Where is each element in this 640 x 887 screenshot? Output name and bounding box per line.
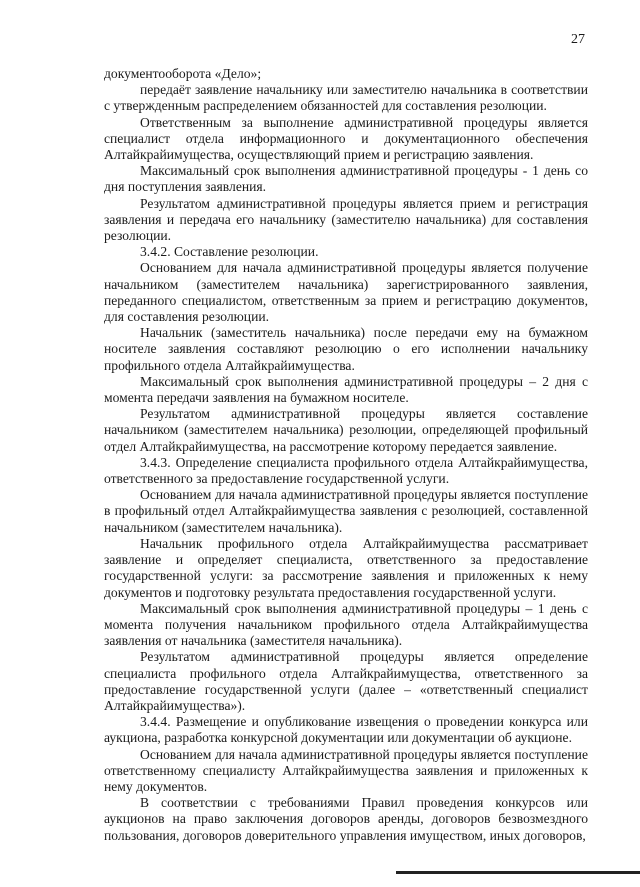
paragraph: Основанием для начала административной процедуры является поступление в профильный отдел Алтайкрайимущества заявления с резолюцией, составленной начальником (заместителем начальника). bbox=[104, 487, 588, 535]
paragraph: 3.4.4. Размещение и опубликование извещения о проведении конкурса или аукциона, разработка конкурсной документации или документации об аукционе. bbox=[104, 714, 588, 746]
paragraph: Ответственным за выполнение административной процедуры является специалист отдела информационного и документационного обеспечения Алтайкрайимущества, осуществляющий прием и регистрацию заявления. bbox=[104, 114, 588, 163]
paragraph: Основанием для начала административной процедуры является получение начальником (заместителем начальника) зарегистрированного заявления, переданного специалистом, ответственным за прием и регистрацию документов, для составления резолюции. bbox=[104, 260, 588, 325]
paragraph: документооборота «Дело»; bbox=[104, 66, 262, 81]
paragraph: Основанием для начала административной процедуры является поступление ответственному специалисту Алтайкрайимущества заявления и приложенных к нему документов. bbox=[104, 746, 588, 794]
document-body bbox=[104, 66, 588, 844]
paragraph: В соответствии с требованиями Правил проведения конкурсов или аукционов на право заключения договоров аренды, договоров безвозмездного пользования, договоров доверительного управления имуществом, иных договоров, bbox=[104, 795, 588, 843]
paragraph: Результатом административной процедуры является прием и регистрация заявления и передача его начальнику (заместителю начальника) для составления резолюции. bbox=[104, 195, 588, 244]
paragraph: Начальник профильного отдела Алтайкрайимущества рассматривает заявление и определяет специалиста, ответственного за предоставление государственной услуги: за рассмотрение заявления и приложенных к нему документов и подготовку результата предоставления государственной услуги. bbox=[104, 535, 588, 600]
page-number: 27 bbox=[571, 32, 585, 47]
paragraph: 3.4.3. Определение специалиста профильного отдела Алтайкрайимущества, ответственного за предоставление государственной услуги. bbox=[104, 454, 588, 487]
paragraph: Начальник (заместитель начальника) после передачи ему на бумажном носителе заявления составляют резолюцию о его исполнении начальнику профильного отдела Алтайкрайимущества. bbox=[104, 325, 588, 373]
paragraph: Результатом административной процедуры является определение специалиста профильного отдела Алтайкрайимущества, ответственного за предоставление государственной услуги (далее – «ответственный специалист Алтайкрайимущества»). bbox=[104, 649, 588, 713]
paragraph: передаёт заявление начальнику или заместителю начальника в соответствии с утвержденным распределением обязанностей для составления резолюции. bbox=[104, 82, 588, 114]
paragraph: Максимальный срок выполнения административной процедуры – 1 день с момента получения начальником профильного отдела Алтайкрайимущества заявления от начальника (заместителя начальника). bbox=[104, 600, 588, 649]
paragraph: Результатом административной процедуры является составление начальником (заместителем начальника) резолюции, определяющей профильный отдел Алтайкрайимущества, на рассмотрение которому передается заявление. bbox=[104, 406, 588, 454]
scan-artifact-line bbox=[396, 871, 640, 874]
paragraph: 3.4.2. Составление резолюции. bbox=[140, 244, 319, 260]
paragraph: Максимальный срок выполнения административной процедуры - 1 день со дня поступления заявления. bbox=[104, 163, 588, 195]
paragraph: Максимальный срок выполнения административной процедуры – 2 дня с момента передачи заявления на бумажном носителе. bbox=[104, 373, 588, 406]
